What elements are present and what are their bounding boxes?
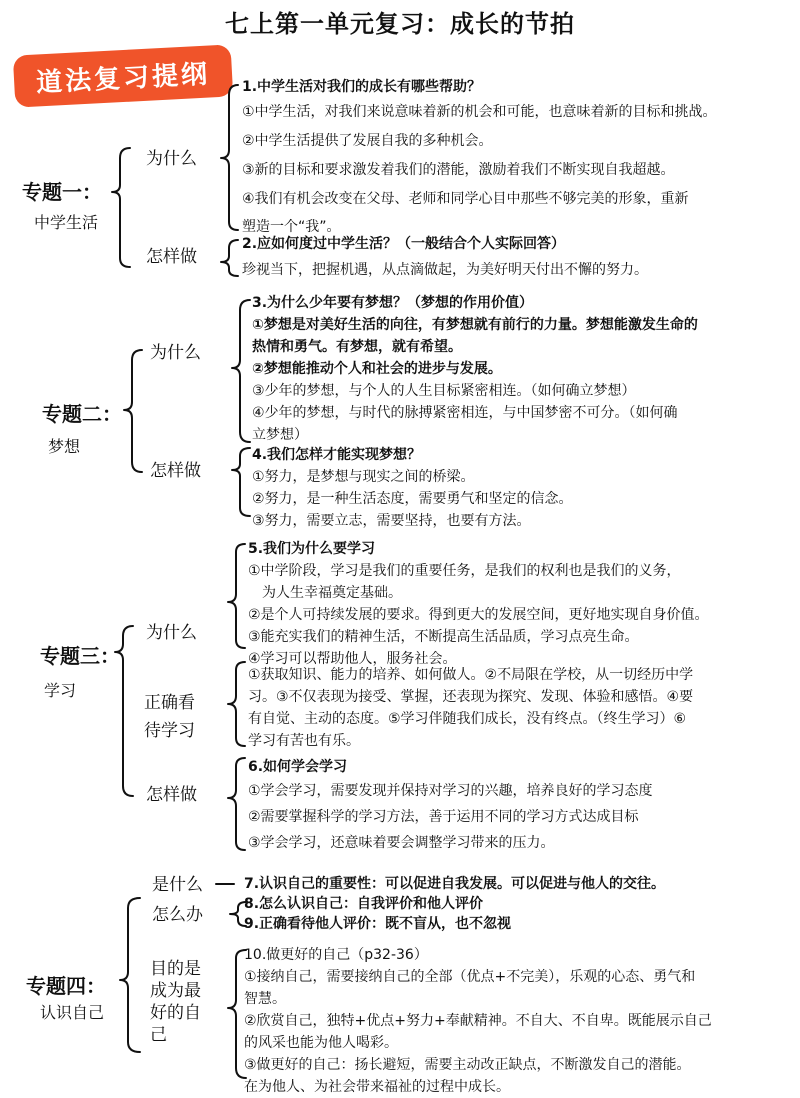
topic1-q1: 1.中学生活对我们的成长有哪些帮助？: [242, 79, 482, 95]
topic4-goal-line: 目的是: [150, 959, 201, 979]
topic1-q2-block: [242, 232, 648, 284]
topic3-q5: 5.我们为什么要学习: [248, 541, 376, 557]
topic1-a1-line: 塑造一个“我”。: [242, 219, 341, 235]
topic3-a5-line: ①中学阶段，学习是我们的重要任务，是我们的权利也是我们的义务，: [248, 563, 681, 579]
page-title: 七上第一单元复习：成长的节拍: [225, 9, 575, 38]
topic3-correct-label-1: 正确看: [144, 693, 195, 713]
bracket-topic3-why: [228, 544, 245, 648]
topic4-lines-7-9: [244, 874, 665, 934]
topic2-a3-line: ③少年的梦想，与个人的人生目标紧密相连。（如何确立梦想）: [252, 383, 636, 399]
topic2-q3-block: [252, 292, 698, 446]
topic3-correct-block: [248, 664, 693, 752]
topic4-how-label: 怎么办: [152, 905, 203, 925]
topic3-correct-line: 有自觉、主动的态度。⑤学习伴随我们成长，没有终点。（终生学习）⑥: [248, 711, 687, 727]
topic4-a10-line: 的风采也能为他人喝彩。: [244, 1035, 398, 1051]
topic3-a5-line: ②是个人可持续发展的要求。得到更大的发展空间，更好地实现自身价值。: [248, 607, 709, 623]
topic2-a3-line: 立梦想）: [252, 427, 308, 443]
topic4-subtitle: 认识自己: [40, 1003, 105, 1022]
topic1-how-label: 怎样做: [146, 247, 197, 267]
bracket-topic1-how: [221, 240, 238, 276]
topic3-a6-line: ②需要掌握科学的学习方法，善于运用不同的学习方式达成目标: [248, 809, 639, 825]
topic1-a1-line: ①中学生活，对我们来说意味着新的机会和可能，也意味着新的目标和挑战。: [242, 104, 717, 120]
topic1-a1-line: ④我们有机会改变在父母、老师和同学心目中那些不够完美的形象，重新: [242, 191, 689, 207]
topic2-a4-line: ③努力，需要立志，需要坚持，也要有方法。: [252, 513, 531, 529]
topic4-title: 专题四：: [26, 974, 106, 998]
bracket-topic2-main: [124, 350, 142, 472]
topic2-a3-line: 热情和勇气。有梦想，就有希望。: [252, 339, 462, 355]
topic3-a6-line: ③学会学习，还意味着要会调整学习带来的压力。: [248, 835, 555, 851]
bracket-topic4-main: [120, 898, 140, 1052]
topic1-why-label: 为什么: [146, 149, 197, 169]
topic4-a10-line: 在为他人、为社会带来福祉的过程中成长。: [244, 1079, 510, 1095]
topic4-q10-block: [244, 944, 712, 1098]
topic4-a10-line: ②欣赏自己，独特+优点+努力+奉献精神。不自大、不自卑。既能展示自己: [244, 1013, 712, 1029]
topic4-l8: 8.怎么认识自己：自我评价和他人评价: [244, 896, 484, 912]
topic2-how-label: 怎样做: [150, 461, 201, 481]
bracket-topic3-correct: [228, 662, 245, 746]
topic4-a10-line: ①接纳自己，需要接纳自己的全部（优点+不完美），乐观的心态、勇气和: [244, 969, 696, 985]
topic1-q2: 2.应如何度过中学生活？（一般结合个人实际回答）: [242, 236, 566, 252]
topic1-q1-block: [242, 76, 717, 240]
topic4-goal-line: 成为最: [150, 981, 201, 1001]
topic2-subtitle: 梦想: [48, 437, 81, 456]
topic3-a5-line: ③能充实我们的精神生活，不断提高生活品质，学习点亮生命。: [248, 629, 639, 645]
title-badge: 道法复习提纲: [13, 44, 233, 107]
topic3-q5-block: [248, 538, 709, 670]
topic2-a3-line: ④少年的梦想，与时代的脉搏紧密相连，与中国梦密不可分。（如何确: [252, 405, 678, 421]
topic2-a4-line: ②努力，是一种生活态度，需要勇气和坚定的信念。: [252, 491, 573, 507]
topic3-correct-line: ①获取知识、能力的培养、如何做人。②不局限在学校，从一切经历中学: [248, 667, 694, 683]
topic3-q6: 6.如何学会学习: [248, 759, 348, 775]
topic3-title: 专题三：: [40, 644, 120, 668]
topic1-a2: 珍视当下，把握机遇，从点滴做起，为美好明天付出不懈的努力。: [242, 262, 648, 278]
topic4-q10: 10.做更好的自己（p32-36）: [244, 947, 428, 963]
topic3-a5-line: ④学习可以帮助他人，服务社会。: [248, 651, 457, 667]
bracket-topic2-why: [232, 300, 250, 442]
topic3-q6-block: [248, 756, 653, 856]
topic4-goal-line: 己: [150, 1025, 167, 1045]
topic4-a10-line: ③做更好的自己：扬长避短，需要主动改正缺点，不断激发自己的潜能。: [244, 1057, 691, 1073]
topic4-what-label: 是什么: [152, 875, 203, 895]
topic2-q4-block: [252, 444, 573, 532]
topic2-a3-line: ①梦想是对美好生活的向往，有梦想就有前行的力量。梦想能激发生命的: [252, 317, 698, 333]
bracket-topic1-why: [221, 85, 238, 230]
topic3-correct-label-2: 待学习: [144, 721, 195, 741]
topic3-how-label: 怎样做: [146, 785, 197, 805]
topic3-why-label: 为什么: [146, 623, 197, 643]
topic2-q3: 3.为什么少年要有梦想？（梦想的作用价值）: [252, 295, 534, 311]
topic1-a1-line: ②中学生活提供了发展自我的多种机会。: [242, 133, 493, 149]
topic2-why-label: 为什么: [150, 343, 201, 363]
topic4-a10-line: 智慧。: [244, 991, 286, 1007]
topic3-a6-line: ①学会学习，需要发现并保持对学习的兴趣，培养良好的学习态度: [248, 783, 653, 799]
topic4-goal-line: 好的自: [150, 1003, 201, 1023]
topic4-l9: 9.正确看待他人评价：既不盲从，也不忽视: [244, 916, 512, 932]
bracket-topic3-how: [228, 758, 245, 850]
topic2-a4-line: ①努力，是梦想与现实之间的桥梁。: [252, 469, 475, 485]
topic1-subtitle: 中学生活: [34, 213, 99, 232]
bracket-topic2-how: [232, 448, 250, 516]
topic3-subtitle: 学习: [44, 681, 77, 700]
topic3-correct-line: 习。③不仅表现为接受、掌握，还表现为探究、发现、体验和感悟。④要: [248, 689, 694, 705]
topic2-a3-line: ②梦想能推动个人和社会的进步与发展。: [252, 361, 502, 377]
topic1-a1-line: ③新的目标和要求激发着我们的潜能，激励着我们不断实现自我超越。: [242, 162, 675, 178]
topic2-q4: 4.我们怎样才能实现梦想？: [252, 447, 422, 463]
topic1-title: 专题一：: [22, 180, 102, 204]
topic2-title: 专题二：: [42, 402, 122, 426]
topic3-a5-line: 为人生幸福奠定基础。: [262, 585, 402, 601]
topic4-goal-label: [150, 958, 201, 1046]
topic4-l7: 7.认识自己的重要性：可以促进自我发展。可以促进与他人的交往。: [244, 876, 666, 892]
bracket-topic1-main: [112, 148, 130, 267]
topic3-correct-line: 学习有苦也有乐。: [248, 733, 360, 749]
